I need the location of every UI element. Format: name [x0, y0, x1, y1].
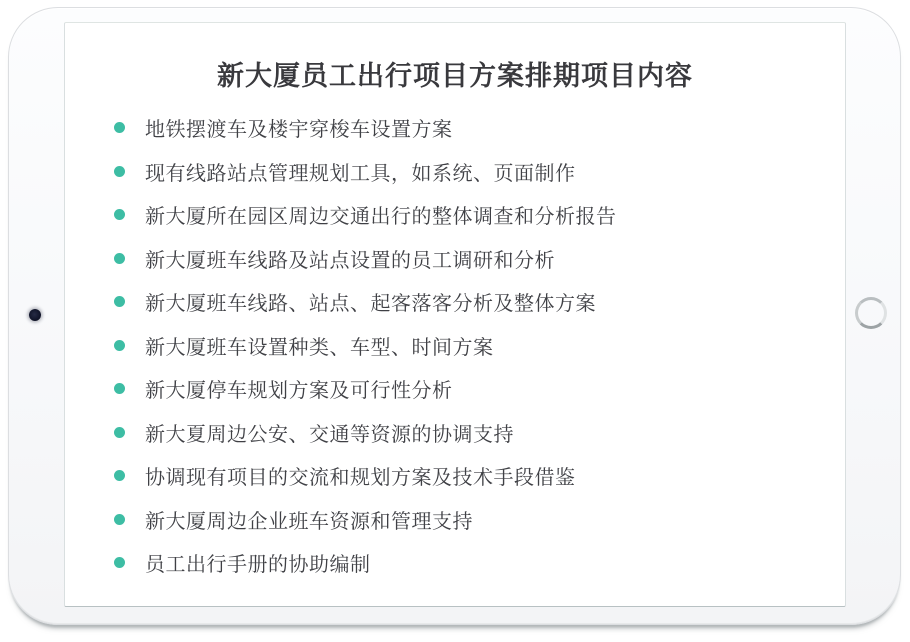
slide-screen	[64, 22, 846, 607]
list-item	[114, 106, 845, 150]
tablet-frame	[8, 7, 901, 625]
list-item-text: 新大厦停车规划方案及可行性分析	[145, 380, 453, 403]
list-item-text: 现有线路站点管理规划工具，如系统、页面制作	[145, 162, 576, 185]
bullet-dot-icon	[114, 383, 125, 394]
list-item-text: 新大夏周边公安、交通等资源的协调支持	[145, 423, 514, 446]
list-item	[114, 454, 845, 498]
list-item-text: 协调现有项目的交流和规划方案及技术手段借鉴	[145, 467, 576, 490]
bullet-dot-icon	[114, 296, 125, 307]
list-item	[114, 324, 845, 368]
bullet-list	[65, 106, 845, 585]
list-item-text: 新大厦班车线路及站点设置的员工调研和分析	[145, 249, 555, 272]
list-item	[114, 280, 845, 324]
home-button[interactable]	[855, 297, 887, 329]
bullet-dot-icon	[114, 340, 125, 351]
bullet-dot-icon	[114, 557, 125, 568]
list-item-text: 新大厦班车设置种类、车型、时间方案	[145, 336, 494, 359]
list-item	[114, 150, 845, 194]
list-item	[114, 367, 845, 411]
list-item	[114, 541, 845, 585]
bullet-dot-icon	[114, 122, 125, 133]
front-camera-icon	[29, 309, 41, 321]
slide-title: 新大厦员工出行项目方案排期项目内容	[217, 61, 693, 91]
list-item	[114, 411, 845, 455]
list-item-text: 新大厦周边企业班车资源和管理支持	[145, 510, 473, 533]
list-item	[114, 193, 845, 237]
bullet-dot-icon	[114, 470, 125, 481]
list-item-text: 新大厦班车线路、站点、起客落客分析及整体方案	[145, 293, 596, 316]
list-item	[114, 237, 845, 281]
bullet-dot-icon	[114, 514, 125, 525]
list-item-text: 新大厦所在园区周边交通出行的整体调查和分析报告	[145, 206, 617, 229]
bullet-dot-icon	[114, 427, 125, 438]
bullet-dot-icon	[114, 209, 125, 220]
bullet-dot-icon	[114, 253, 125, 264]
list-item	[114, 498, 845, 542]
list-item-text: 员工出行手册的协助编制	[145, 554, 371, 577]
bullet-dot-icon	[114, 166, 125, 177]
list-item-text: 地铁摆渡车及楼宇穿梭车设置方案	[145, 119, 453, 142]
